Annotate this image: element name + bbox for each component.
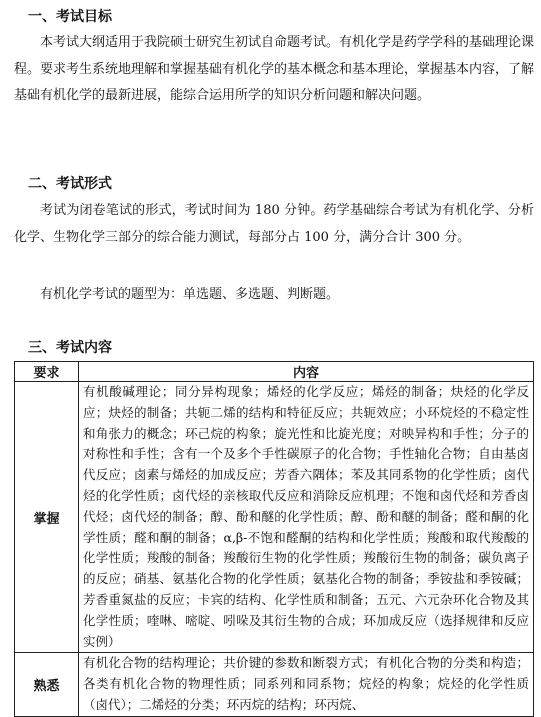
exam-format-paragraph: 考试为闭卷笔试的形式，考试时间为 180 分钟。药学基础综合考试为有机化学、分析化学、生物化学三部分的综合能力测试，每部分占 100 分，满分合计 300 分。: [14, 203, 534, 245]
header-content: 内容: [79, 362, 534, 382]
table-header-row: [15, 362, 534, 382]
table-row: [15, 653, 534, 716]
content-familiar: 有机化合物的结构理论；共价键的参数和断裂方式；有机化合物的分类和构造；各类有机化合物的物理性质；同系列和同系物；烷烃的构象；烷烃的化学性质（卤代）；二烯烃的分类；环丙烷的结构；环丙烷、: [79, 653, 534, 716]
section-heading-exam-content: 三、考试内容: [28, 340, 112, 356]
table-row: [15, 382, 534, 653]
content-master: 有机酸碱理论；同分异构现象；烯烃的化学反应；烯烃的制备；炔烃的化学反应；炔烃的制备；共轭二烯的结构和特征反应；共轭效应；小环烷烃的不稳定性和角张力的概念；环己烷的构象；旋光性和比旋光度；对映异构和手性；分子的对称性和手性；含有一个及多个手性碳原子的化合物；手性轴化合物；自由基卤代反应；卤素与烯烃的加成反应；芳香六隅体；苯及其同系物的化学性质；卤代烃的化学性质；卤代烃的亲核取代反应和消除反应机理；不饱和卤代烃和芳香卤代烃；卤代烃的制备；醇、酚和醚的化学性质；醇、酚和醚的制备；醛和酮的化学性质；醛和酮的制备；α,β-不饱和醛酮的结构和化学性质；羧酸和取代羧酸的化学性质；羧酸的制备；羧酸衍生物的化学性质；羧酸衍生物的制备；碳负离子的反应；硝基、氨基化合物的化学性质；氨基化合物的制备；季铵盐和季铵碱；芳香重氮盐的反应；卡宾的结构、化学性质和制备；五元、六元杂环化合物及其化学性质；喹啉、嘧啶、吲哚及其衍生物的合成；环加成反应（选择规律和反应实例）: [79, 382, 534, 653]
requirement-level-familiar: 熟悉: [15, 653, 79, 716]
exam-content-table: [14, 361, 534, 717]
question-types-paragraph: 有机化学考试的题型为：单选题、多选题、判断题。: [40, 287, 340, 302]
section-heading-exam-goal: 一、考试目标: [28, 9, 112, 25]
header-requirement: 要求: [15, 362, 79, 382]
exam-goal-paragraph: 本考试大纲适用于我院硕士研究生初试自命题考试。有机化学是药学学科的基础理论课程。要求考生系统地理解和掌握基础有机化学的基本概念和基本理论，掌握基本内容，了解基础有机化学的最新进展，能综合运用所学的知识分析问题和解决问题。: [14, 35, 535, 103]
requirement-level-master: 掌握: [15, 382, 79, 653]
section-heading-exam-format: 二、考试形式: [28, 176, 112, 192]
